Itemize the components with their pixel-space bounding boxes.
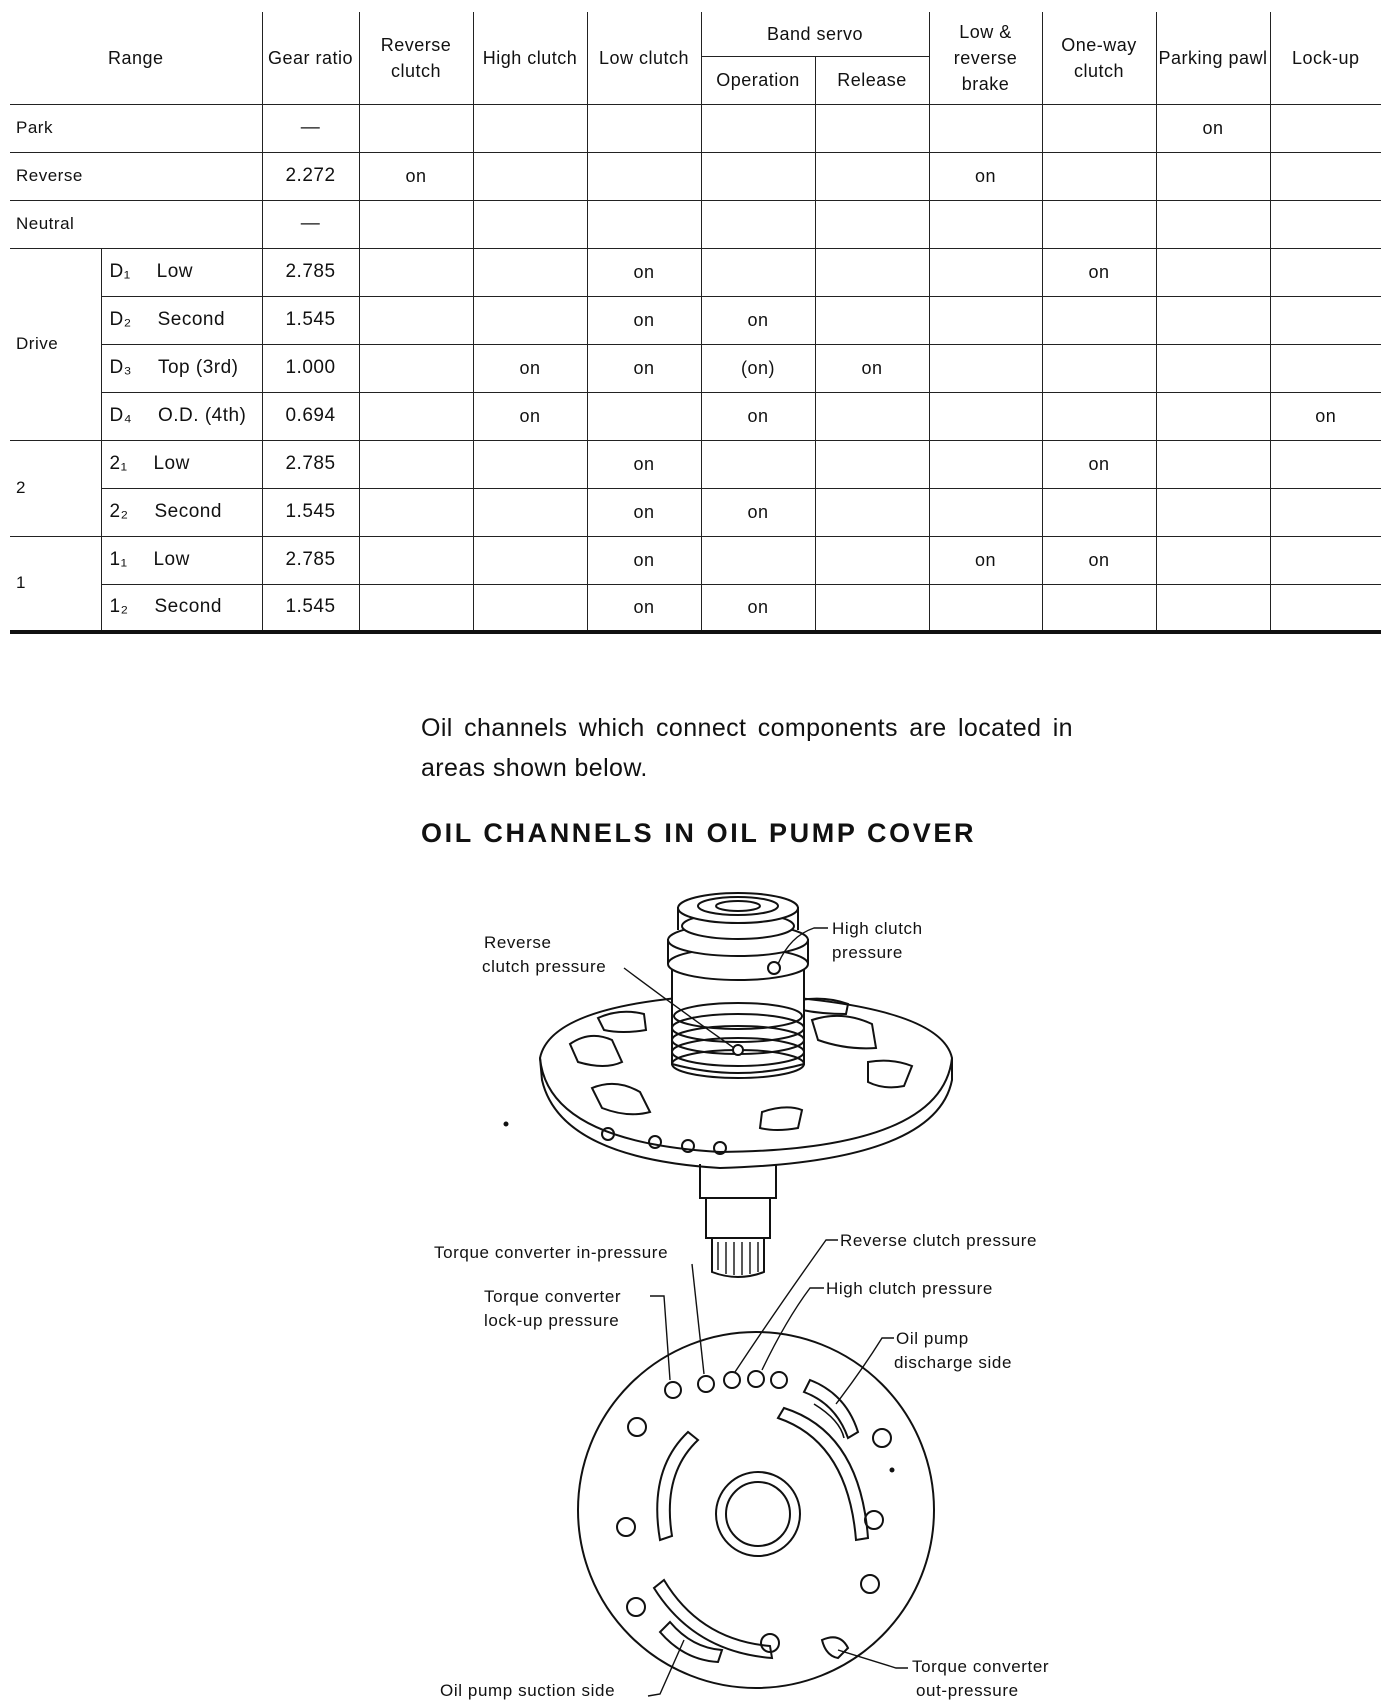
cell-parking-pawl: on [1156, 104, 1270, 152]
sub-range-name: Low [156, 261, 193, 282]
cell-reverse-clutch: on [359, 152, 473, 200]
section-heading: OIL CHANNELS IN OIL PUMP COVER [421, 818, 977, 848]
cell-one-way-clutch: on [1042, 536, 1156, 584]
label-tc-out-line2: out-pressure [916, 1681, 1019, 1700]
label-reverse-clutch-pressure: Reverse clutch pressure [840, 1231, 1038, 1250]
sub-range-code: 2₁ [109, 453, 128, 474]
header-band-release: Release [815, 56, 929, 104]
label-high-clutch-pressure: High clutch pressure [826, 1279, 993, 1298]
cell-high-clutch: on [473, 344, 587, 392]
sub-range-name: Low [153, 453, 190, 474]
sub-range-name: O.D. (4th) [157, 405, 247, 426]
sub-range-code: D₄ [109, 405, 132, 426]
cell-band-operation: (on) [701, 344, 815, 392]
label-discharge-line2: discharge side [894, 1353, 1013, 1372]
cell-ratio: 2.785 [262, 536, 359, 584]
cell-band-operation: on [701, 392, 815, 440]
pump-cover-face-drawing [578, 1332, 934, 1688]
label-lockup-line2: lock-up pressure [484, 1311, 620, 1330]
header-low-clutch: Low clutch [587, 12, 701, 104]
cell-band-operation: on [701, 296, 815, 344]
range-reverse: Reverse [10, 152, 262, 200]
sub-range-code: D₂ [109, 309, 132, 330]
range-neutral: Neutral [10, 200, 262, 248]
sub-range-code: D₁ [109, 261, 131, 282]
cell-low-clutch: on [587, 248, 701, 296]
cell-one-way-clutch: on [1042, 440, 1156, 488]
cell-lock-up: on [1270, 392, 1381, 440]
label-upper-high-line2: pressure [832, 943, 903, 962]
sub-range-code: D₃ [109, 357, 132, 378]
sub-range-name: Low [153, 549, 190, 570]
cell-band-operation: on [701, 488, 815, 536]
cell-ratio: 1.000 [262, 344, 359, 392]
cell-low-clutch: on [587, 440, 701, 488]
header-lock-up: Lock-up [1270, 12, 1381, 104]
cell-ratio: 2.785 [262, 248, 359, 296]
sub-range-name: Second [154, 596, 222, 618]
cell-ratio: — [262, 200, 359, 248]
intro-paragraph: Oil channels which connect components are located in areas shown below. [421, 714, 1073, 782]
sub-range-code: 1₁ [109, 549, 128, 570]
cell-low-clutch: on [587, 488, 701, 536]
cell-ratio: 1.545 [262, 296, 359, 344]
cell-ratio: 0.694 [262, 392, 359, 440]
cell-low-clutch: on [587, 584, 701, 632]
range-park: Park [10, 104, 262, 152]
label-upper-high-line1: High clutch [832, 919, 923, 938]
cell-ratio: 2.272 [262, 152, 359, 200]
header-reverse-clutch: Reverse clutch [359, 12, 473, 104]
cell-high-clutch: on [473, 392, 587, 440]
sub-range-name: Second [154, 501, 222, 522]
cell-low-clutch: on [587, 344, 701, 392]
sub-range-code: 1₂ [109, 596, 129, 618]
label-upper-reverse-line2: clutch pressure [482, 957, 607, 976]
label-upper-reverse-line1: Reverse [484, 933, 552, 952]
header-one-way-clutch: One-way clutch [1042, 12, 1156, 104]
label-tc-in-pressure: Torque converter in-pressure [434, 1243, 669, 1262]
header-parking-pawl: Parking pawl [1156, 12, 1270, 104]
cell-ratio: 1.545 [262, 584, 359, 632]
cell-ratio: — [262, 104, 359, 152]
sub-range-code: 2₂ [109, 501, 129, 522]
range-one: 1 [10, 536, 101, 632]
cell-one-way-clutch: on [1042, 248, 1156, 296]
cell-low-clutch: on [587, 536, 701, 584]
sub-range-name: Top (3rd) [157, 357, 239, 378]
cell-low-reverse-brake: on [929, 152, 1042, 200]
cell-ratio: 1.545 [262, 488, 359, 536]
label-discharge-line1: Oil pump [896, 1329, 969, 1348]
label-suction-side: Oil pump suction side [440, 1681, 616, 1700]
range-drive: Drive [10, 248, 101, 440]
cell-low-clutch: on [587, 296, 701, 344]
header-range: Range [10, 12, 262, 104]
header-high-clutch: High clutch [473, 12, 587, 104]
cell-low-reverse-brake: on [929, 536, 1042, 584]
sub-range-name: Second [157, 309, 226, 330]
cell-band-release: on [815, 344, 929, 392]
cell-ratio: 2.785 [262, 440, 359, 488]
label-tc-out-line1: Torque converter [912, 1657, 1050, 1676]
header-low-reverse-brake: Low & reverse brake [929, 12, 1042, 104]
header-band-operation: Operation [701, 56, 815, 104]
cell-band-operation: on [701, 584, 815, 632]
label-lockup-line1: Torque converter [484, 1287, 622, 1306]
header-gear-ratio: Gear ratio [262, 12, 359, 104]
header-band-servo: Band servo [701, 12, 929, 56]
range-two: 2 [10, 440, 101, 536]
